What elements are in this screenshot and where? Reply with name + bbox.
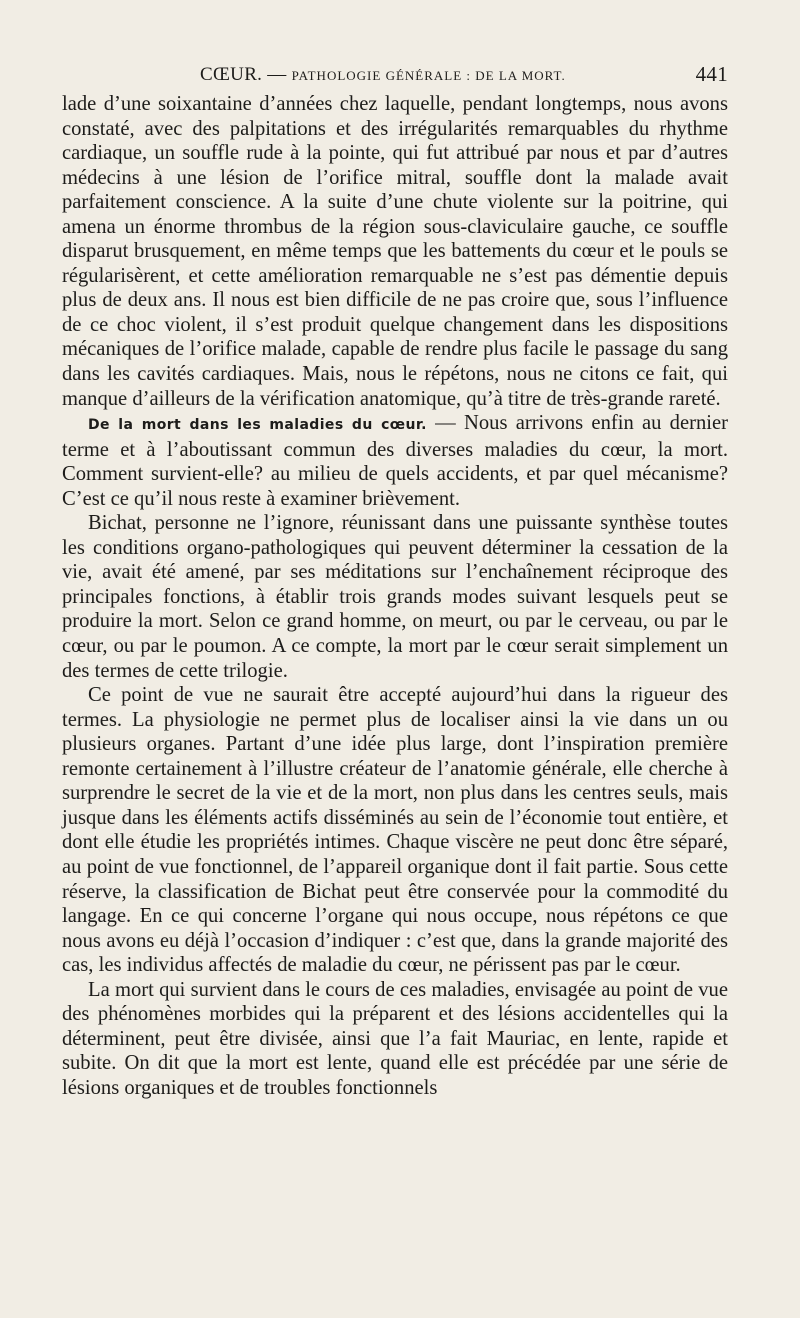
running-title bbox=[200, 64, 566, 86]
paragraph-text: — Nous arrivons enfin au dernier terme et à l’aboutissant commun des diverses maladies du cœur, la mort. Comment survient-elle? au milieu de quels accidents, et par quel mécanisme? C’est ce qu’il nous reste à examiner brièvement. bbox=[62, 412, 728, 510]
running-head bbox=[62, 60, 728, 92]
running-title-separator: — bbox=[262, 64, 292, 85]
section-heading: De la mort dans les maladies du cœur. bbox=[88, 417, 427, 434]
page-number: 441 bbox=[695, 62, 728, 86]
body-text bbox=[62, 92, 728, 1100]
running-title-rest: PATHOLOGIE GÉNÉRALE : DE LA MORT. bbox=[291, 68, 566, 83]
paragraph: lade d’une soixantaine d’années chez laquelle, pendant longtemps, nous avons constaté, avec des palpitations et des irrégularités remarquables du rhythme cardiaque, un souffle rude à la pointe, qui fut attribué par nous et par d’autres médecins à une lésion de l’orifice mitral, souffle dont la malade avait parfaitement conscience. A la suite d’une chute violente sur la poitrine, qui amena un énorme thrombus de la région sous-claviculaire gauche, ce souffle disparut brusquement, en même temps que les battements du cœur et le pouls se régularisèrent, et cette amélioration remarquable ne s’est pas démentie depuis plus de deux ans. Il nous est bien difficile de ne pas croire que, sous l’influence de ce choc violent, il s’est produit quelque changement dans les dispositions mécaniques de l’orifice malade, capable de rendre plus facile le passage du sang dans les cavités cardiaques. Mais, nous le répétons, nous ne citons ce fait, qui manque d’ailleurs de la vérification anatomique, qu’à titre de très-grande rareté. bbox=[62, 93, 728, 410]
running-title-prefix: CŒUR. bbox=[200, 64, 263, 85]
paragraph: La mort qui survient dans le cours de ces maladies, envisagée au point de vue des phénomènes morbides qui la préparent et des lésions accidentelles qui la déterminent, peut être divisée, ainsi que l’a fait Mauriac, en lente, rapide et subite. On dit que la mort est lente, quand elle est précédée par une série de lésions organiques et de troubles fonctionnels bbox=[62, 978, 728, 1099]
paragraph: Ce point de vue ne saurait être accepté aujourd’hui dans la rigueur des termes. La physiologie ne permet plus de localiser ainsi la vie dans un ou plusieurs organes. Partant d’une idée plus large, dont l’inspiration première remonte certainement à l’illustre créateur de l’anatomie générale, elle cherche à surprendre le secret de la vie et de la mort, non plus dans les centres seuls, mais jusque dans les éléments actifs disséminés au sein de l’économie tout entière, et dont elle étudie les propriétés intimes. Chaque viscère ne peut donc être séparé, au point de vue fonctionnel, de l’appareil organique dont il fait partie. Sous cette réserve, la classification de Bichat peut être conservée pour la commodité du langage. En ce qui concerne l’organe qui nous occupe, nous répétons ce que nous avons eu déjà l’occasion d’indiquer : c’est que, dans la grande majorité des cas, les individus affectés de maladie du cœur, ne périssent pas par le cœur. bbox=[62, 684, 728, 977]
paragraph: Bichat, personne ne l’ignore, réunissant dans une puissante synthèse toutes les conditions organo-pathologiques qui peuvent déterminer la cessation de la vie, avait été amené, par ses méditations sur l’enchaînement réciproque des principales fonctions, à établir trois grands modes suivant lesquels peut se produire la mort. Selon ce grand homme, on meurt, ou par le cerveau, ou par le cœur, ou par le poumon. A ce compte, la mort par le cœur serait simplement un des termes de cette trilogie. bbox=[62, 512, 728, 682]
paragraph-section-start bbox=[62, 411, 728, 511]
